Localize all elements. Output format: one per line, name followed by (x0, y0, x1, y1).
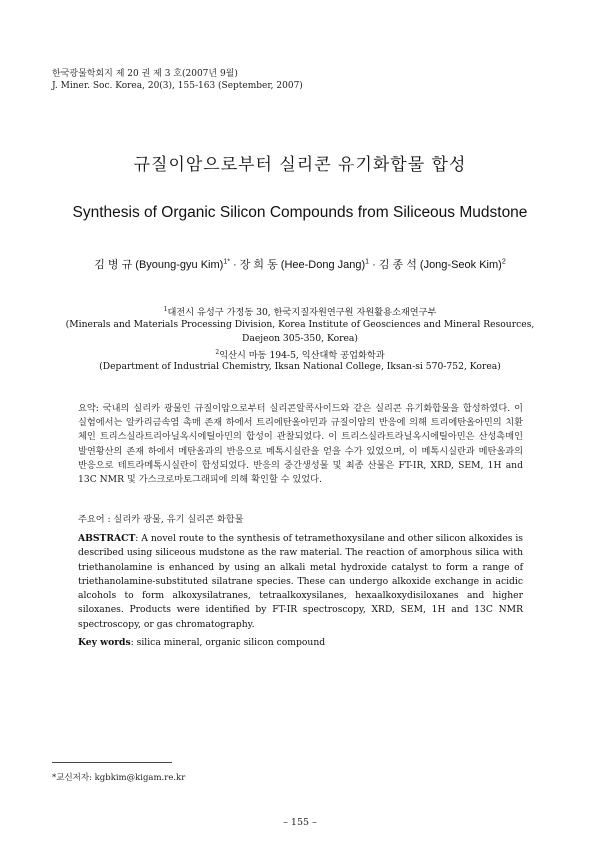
author-2-marker: 1 (365, 258, 370, 266)
journal-header-english: J. Miner. Soc. Korea, 20(3), 155-163 (September, 2007) (52, 81, 303, 91)
author-separator: · (229, 259, 240, 271)
affiliation-2-marker: 2 (215, 349, 220, 356)
keywords-english-text: : silica mineral, organic silicon compound (130, 637, 326, 648)
affiliation-2-korean-text: 익산시 마동 194-5, 익산대학 공업화학과 (219, 350, 385, 362)
journal-header-korean: 한국광물학회지 제 20 권 제 3 호(2007년 9월) (52, 69, 238, 79)
author-1-marker: 1* (223, 258, 230, 266)
title-english: Synthesis of Organic Silicon Compounds from Siliceous Mudstone (72, 204, 528, 221)
author-1: 김 병 규 (Byoung-gyu Kim) (94, 259, 224, 271)
abstract-english-text: : A novel route to the synthesis of tetramethoxysilane and other silicon alkoxides is described using siliceous mudstone as the raw material. The reaction of amorphous silica with triethanolamine is enhanced by using an alkali metal hydroxide catalyst to form a range of triethanolamine-substituted silatrane species. These can undergo alkoxide exchange in acidic alcohols to form alkoxysilatranes, tetraalkoxysilanes, hexaalkoxydisiloxanes and higher siloxanes. Products were identified by FT-IR spectroscopy, XRD, SEM, 1H and 13C NMR spectroscopy, or gas chromatography. (78, 533, 523, 630)
affiliation-1-marker: 1 (163, 306, 168, 313)
title-korean: 규질이암으로부터 실리콘 유기화합물 합성 (133, 155, 467, 175)
keywords-english (78, 637, 325, 648)
abstract-korean: 요약: 국내의 실리카 광물인 규질이암으로부터 실리콘알콕사이드와 같은 실리콘 유기화합물을 합성하였다. 이 실험에서는 알카리금속염 촉매 존재 하에서 트리에탄올아민과 규질이암의 반응에 의해 트리에탄올아민의 치환체인 트리스실라트리아닐옥시에틸아민의 합성이 관찰되었다. 이 트리스실라트라닐옥시에틸아민은 산성촉매인 발연황산의 존재 하에서 메탄올과의 반응으로 메톡시실란을 얻을 수가 있었으며, 이 메톡시실란과 메탄올과의 반응으로 테트라메톡시실란이 합성되었다. 반응의 중간생성물 및 최종 산물은 FT-IR, XRD, SEM, 1H and 13C NMR 및 가스크로마토그래피에 의해 확인할 수 있었다. (78, 403, 523, 486)
author-3: 김 종 석 (Jong-Seok Kim) (378, 259, 502, 271)
affiliation-1-english-b: Daejeon 305-350, Korea) (242, 333, 358, 344)
affiliation-2-english: (Department of Industrial Chemistry, Iksan National College, Iksan-si 570-752, Korea) (99, 361, 501, 372)
author-2: 장 희 동 (Hee-Dong Jang) (239, 259, 366, 271)
abstract-english (78, 532, 523, 632)
author-3-marker: 2 (501, 258, 506, 266)
affiliation-1-korean (0, 303, 600, 319)
corresponding-author-footnote: *교신저자: kgbkim@kigam.re.kr (52, 773, 186, 783)
page-number: – 155 – (283, 817, 317, 828)
footnote-rule (52, 762, 172, 763)
keywords-korean: 주요어 : 실리카 광물, 유기 실리콘 화합물 (78, 514, 244, 525)
abstract-label: ABSTRACT (78, 533, 136, 544)
author-line (0, 256, 600, 272)
affiliation-1-english-a: (Minerals and Materials Processing Division, Korea Institute of Geosciences and Mineral Resources, (65, 319, 535, 330)
keywords-label: Key words (78, 637, 131, 648)
affiliation-1-korean-text: 대전시 유성구 가정동 30, 한국지질자원연구원 자원활용소재연구부 (167, 307, 437, 319)
author-separator: · (369, 259, 379, 271)
